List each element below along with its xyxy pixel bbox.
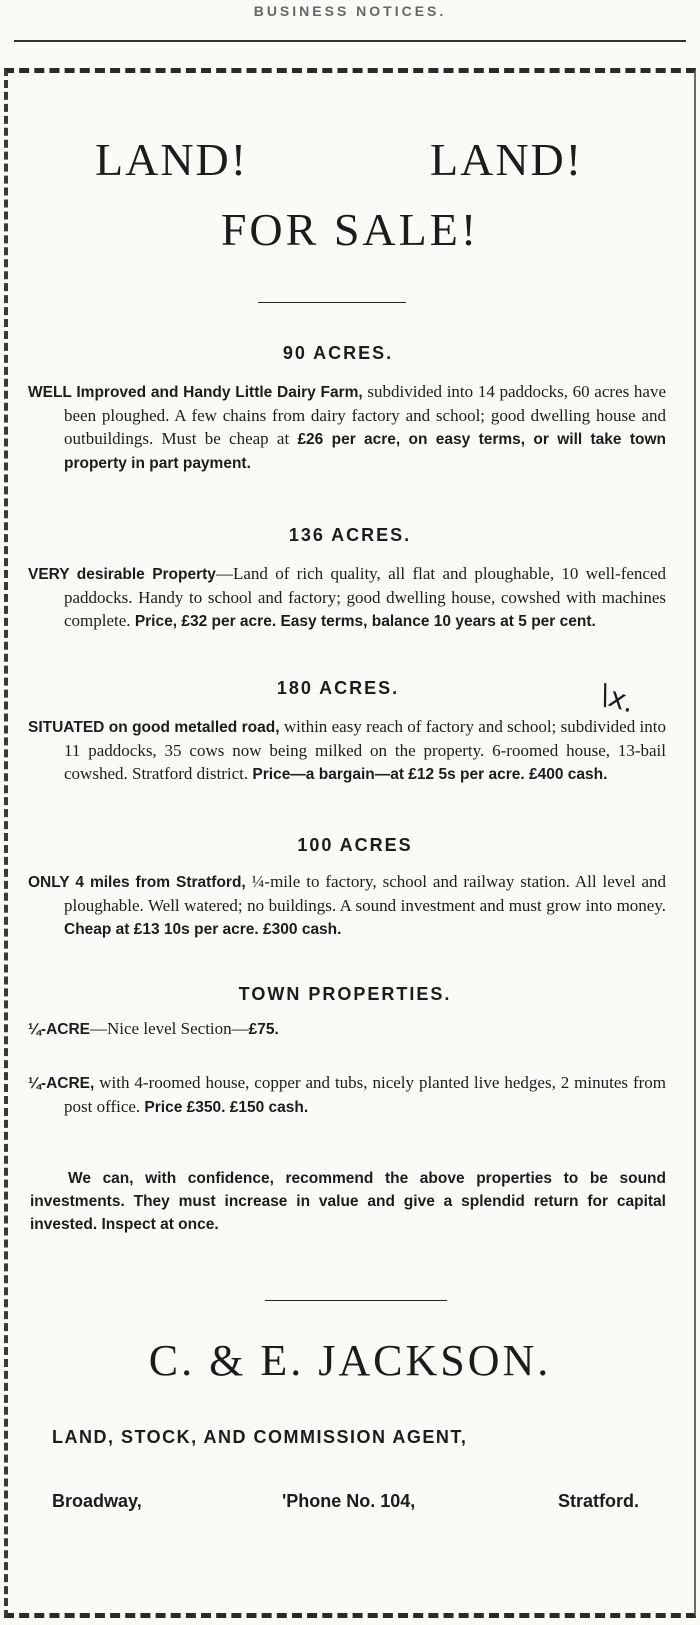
listing-heading: 180 ACRES. — [276, 678, 400, 698]
listing-terms: Cheap at £13 10s per acre. £300 cash. — [64, 921, 342, 938]
address-left: Broadway, — [52, 1491, 142, 1511]
listing-heading: 90 ACRES. — [282, 343, 394, 363]
listing-lead: ONLY 4 miles from Stratford, — [28, 874, 246, 891]
headline-row — [0, 130, 700, 190]
divider-rule — [258, 302, 406, 303]
headline-for-sale: FOR SALE! — [220, 204, 480, 255]
listing-lead: SITUATED on good metalled road, — [28, 719, 280, 736]
listing-terms: £26 per acre, on easy terms, or will take town property in part payment. — [64, 431, 666, 472]
listing-heading: 100 ACRES — [297, 835, 413, 855]
town-item — [28, 1017, 666, 1041]
listing-description — [28, 715, 666, 786]
town-item-lead: ¼-ACRE, — [28, 1075, 95, 1092]
listing-description — [28, 562, 666, 633]
headline-left: LAND! — [95, 134, 249, 185]
listing-body: within easy reach of factory and school; subdivided into 11 paddocks, 35 cows now being milked on the property. 6-roomed house, 13-bail cowshed. Stratford district. — [64, 717, 666, 783]
address-right: Stratford. — [558, 1491, 639, 1511]
listing-description — [28, 870, 666, 941]
town-item-body: with 4-roomed house, copper and tubs, nicely planted live hedges, 2 minutes from post office. — [64, 1073, 666, 1116]
listing-heading: 136 ACRES. — [288, 525, 412, 545]
headline-right: LAND! — [430, 134, 584, 185]
listing-lead: WELL Improved and Handy Little Dairy Farm, — [28, 384, 363, 401]
town-item-price: Price £350. £150 cash. — [144, 1099, 309, 1116]
firm-name: C. & E. JACKSON. — [148, 1336, 552, 1385]
listing-body: ¼-mile to factory, school and railway station. All level and ploughable. Well watered; no buildings. A sound investment and must grow into money. — [64, 872, 667, 915]
section-header: BUSINESS NOTICES. — [253, 3, 447, 19]
listing-lead: VERY desirable Property — [28, 566, 216, 583]
listing-terms: Price—a bargain—at £12 5s per acre. £400 cash. — [252, 766, 608, 783]
phone-number: 'Phone No. 104, — [282, 1491, 416, 1511]
listing-body: subdivided into 14 paddocks, 60 acres have been ploughed. A few chains from dairy factory and school; good dwelling house and outbuildings. Must be cheap at — [64, 382, 666, 448]
listing-terms: Price, £32 per acre. Easy terms, balance 10 years at 5 per cent. — [134, 613, 596, 630]
closing-statement: We can, with confidence, recommend the above properties to be sound investments. They must increase in value and give a splendid return for capital invested. Inspect at once. — [30, 1170, 666, 1233]
town-item-price: £75. — [248, 1021, 279, 1038]
divider-rule — [265, 1300, 447, 1301]
listing-body: —Land of rich quality, all flat and ploughable, 10 well-fenced paddocks. Handy to school and factory; good dwelling house, cowshed with machines complete. — [64, 564, 666, 630]
listing-description — [28, 380, 666, 475]
town-item-body: —Nice level Section— — [90, 1019, 249, 1038]
firm-role: LAND, STOCK, AND COMMISSION AGENT, — [52, 1427, 468, 1447]
town-properties-heading: TOWN PROPERTIES. — [238, 984, 452, 1004]
town-item-lead: ¼-ACRE — [28, 1021, 91, 1038]
handwritten-mark: \x. — [595, 677, 640, 720]
town-item — [28, 1071, 666, 1119]
